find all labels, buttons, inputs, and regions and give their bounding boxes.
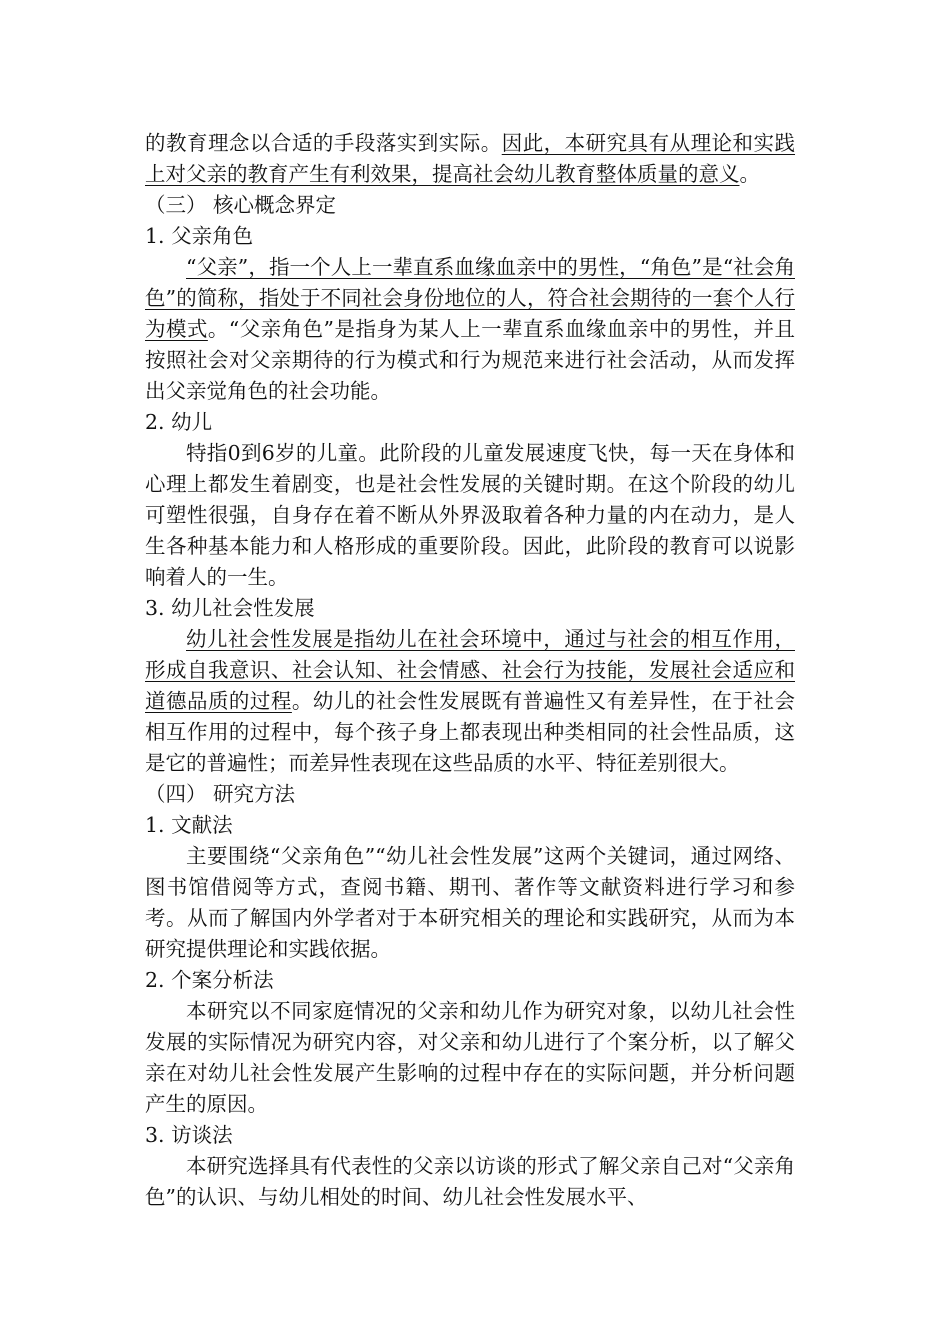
section-heading-research-methods: （四） 研究方法 xyxy=(145,782,296,806)
intro-text: 的教育理念以合适的手段落实到实际。 xyxy=(145,131,502,155)
subheading-literature-method: 1. 文献法 xyxy=(145,813,233,837)
section-heading-core-concepts: （三） 核心概念界定 xyxy=(145,193,337,217)
paragraph-case-study-method: 本研究以不同家庭情况的父亲和幼儿作为研究对象，以幼儿社会性发展的实际情况为研究内容，对父亲和幼儿进行了个案分析，以了解父亲在对幼儿社会性发展产生影响的过程中存在的实际问题，并分析问题产生的原因。 xyxy=(145,999,795,1116)
subheading-father-role: 1. 父亲角色 xyxy=(145,224,254,248)
document-body xyxy=(145,128,795,1213)
subheading-young-child: 2. 幼儿 xyxy=(145,410,213,434)
paragraph-young-child: 特指0到6岁的儿童。此阶段的儿童发展速度飞快，每一天在身体和心理上都发生着剧变，也是社会性发展的关键时期。在这个阶段的幼儿可塑性很强，自身存在着不断从外界汲取着各种力量的内在动力，是人生各种基本能力和人格形成的重要阶段。因此，此阶段的教育可以说影响着人的一生。 xyxy=(145,441,795,589)
paragraph-literature-method: 主要围绕“父亲角色”“幼儿社会性发展”这两个关键词，通过网络、图书馆借阅等方式，查阅书籍、期刊、著作等文献资料进行学习和参考。从而了解国内外学者对于本研究相关的理论和实践研究，从而为本研究提供理论和实践依据。 xyxy=(145,844,795,961)
paragraph-social-development xyxy=(145,624,795,779)
subheading-social-development: 3. 幼儿社会性发展 xyxy=(145,596,315,620)
underlined-social-development-text: 幼儿社会性发展是指幼儿在社会环境中，通过与社会的相互作用，形成自我意识、社会认知、社会情感、社会行为技能，发展社会适应和道德品质的过程 xyxy=(145,627,795,713)
paragraph-father-role xyxy=(145,252,795,407)
underlined-father-role-text: “父亲”，指一个人上一辈直系血缘血亲中的男性，“角色”是“社会角色”的简称，指处于不同社会身份地位的人，符合社会期待的一套个人行为模式 xyxy=(145,255,795,341)
subheading-interview-method: 3. 访谈法 xyxy=(145,1123,233,1147)
paragraph-interview-method: 本研究选择具有代表性的父亲以访谈的形式了解父亲自己对“父亲角色”的认识、与幼儿相处的时间、幼儿社会性发展水平、 xyxy=(145,1154,795,1209)
social-development-text: 。幼儿的社会性发展既有普遍性又有差异性，在于社会相互作用的过程中，每个孩子身上都表现出种类相同的社会性品质，这是它的普遍性；而差异性表现在这些品质的水平、特征差别很大。 xyxy=(145,689,796,775)
father-role-text: 。“父亲角色”是指身为某人上一辈直系血缘血亲中的男性，并且按照社会对父亲期待的行为模式和行为规范来进行社会活动，从而发挥出父亲觉角色的社会功能。 xyxy=(145,317,795,403)
underlined-intro-text: 因此，本研究具有从理论和实践上对父亲的教育产生有利效果，提高社会幼儿教育整体质量的意义 xyxy=(145,131,796,186)
intro-period: 。 xyxy=(739,162,760,186)
paragraph-intro-continuation xyxy=(145,128,795,190)
subheading-case-study-method: 2. 个案分析法 xyxy=(145,968,274,992)
